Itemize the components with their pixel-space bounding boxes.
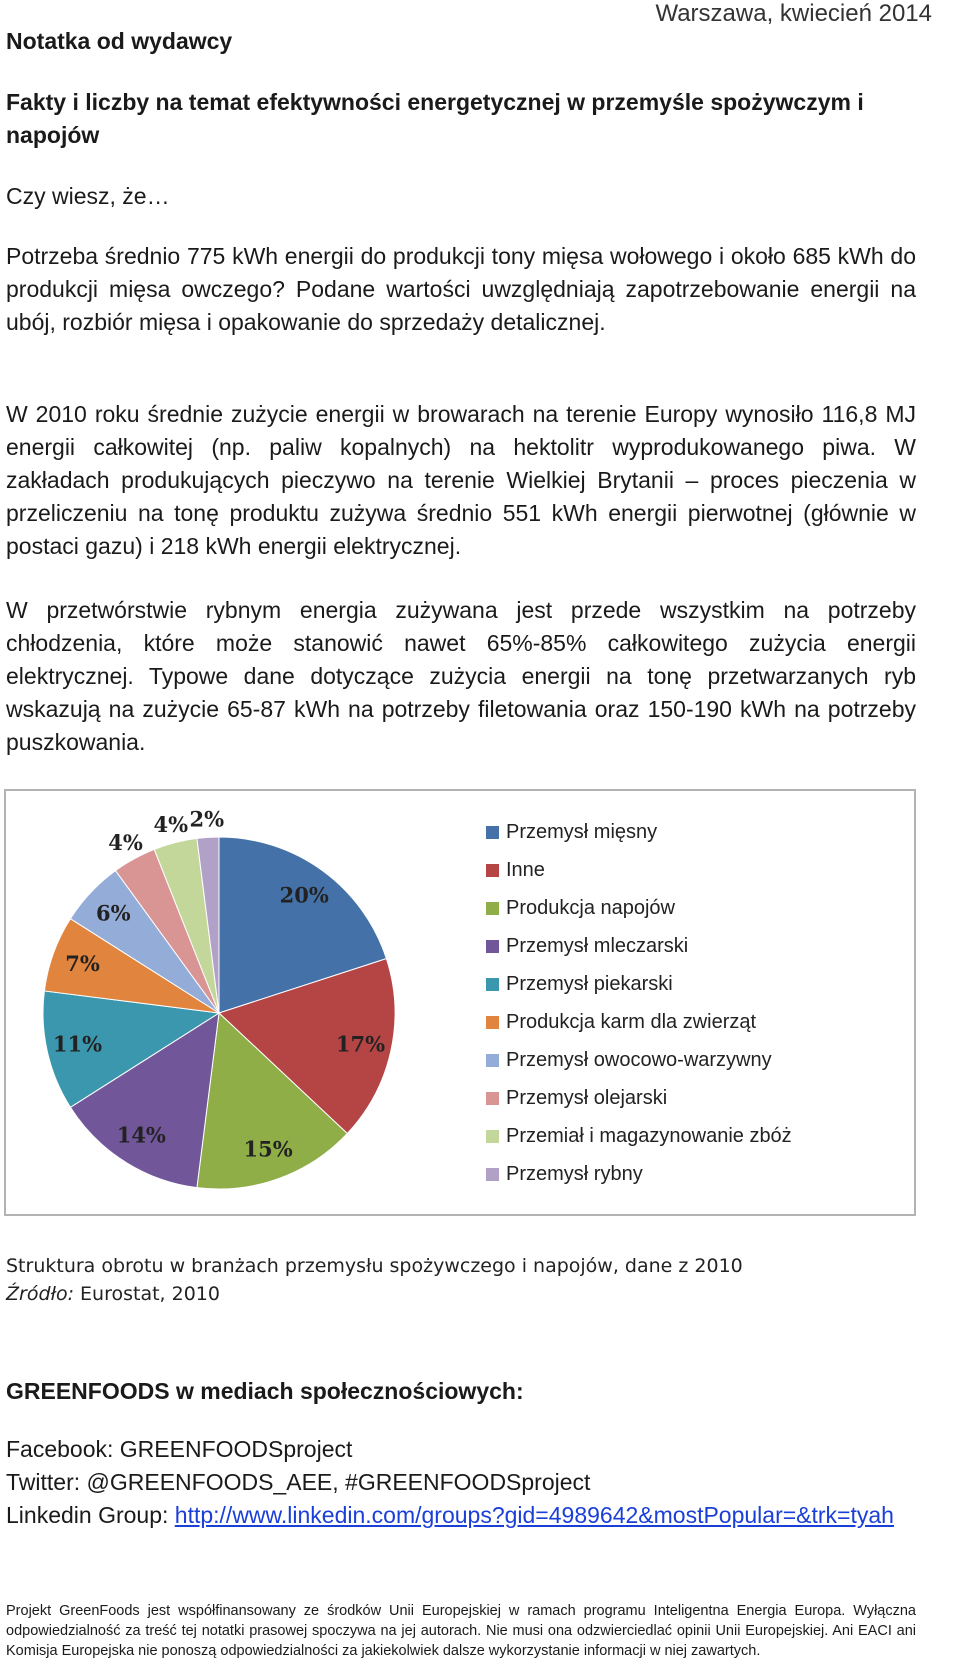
- legend-swatch: [486, 940, 499, 953]
- facebook-line: Facebook: GREENFOODSproject: [6, 1436, 353, 1462]
- legend-swatch: [486, 1168, 499, 1181]
- paragraph-meat-energy: Potrzeba średnio 775 kWh energii do produkcji tony mięsa wołowego i około 685 kWh do produkcji mięsa owczego? Podane wartości uwzględniają zapotrzebowanie energii na ubój, rozbiór mięsa i opakowanie do sprzedaży detalicznej.: [6, 243, 916, 335]
- legend-item: [486, 1117, 792, 1155]
- legend-swatch: [486, 1016, 499, 1029]
- legend-swatch: [486, 826, 499, 839]
- legend-item: [486, 851, 792, 889]
- facts-title: Fakty i liczby na temat efektywności energetycznej w przemyśle spożywczym i napojów: [6, 89, 864, 148]
- paragraph-fish-processing: W przetwórstwie rybnym energia zużywana jest przede wszystkim na potrzeby chłodzenia, które może stanowić nawet 65%-85% całkowitego zużycia energii elektrycznej. Typowe dane dotyczące zużycia energii na tonę przetwarzanych ryb wskazują na zużycie 65-87 kWh na potrzeby filetowania oraz 150-190 kWh na potrzeby puszkowania.: [6, 597, 916, 755]
- slice-data-label: 14%: [116, 1122, 166, 1148]
- legend-swatch: [486, 978, 499, 991]
- legend-label: Przemysł rybny: [506, 1162, 643, 1185]
- linkedin-link[interactable]: http://www.linkedin.com/groups?gid=4989642&mostPopular=&trk=tyah: [174, 1502, 894, 1528]
- legend-label: Przemysł owocowo-warzywny: [506, 1048, 772, 1071]
- legend-label: Przemysł olejarski: [506, 1086, 668, 1109]
- chart-caption: Struktura obrotu w branżach przemysłu spożywczego i napojów, dane z 2010: [6, 1255, 743, 1277]
- footer-disclaimer: Projekt GreenFoods jest współfinansowany ze środków Unii Europejskiej w ramach programu Inteligentna Energia Europa. Wyłączna odpowiedzialność za treść tej notatki prasowej spoczywa na jej autorach. Nie musi ona odzwierciedlać opinii Unii Europejskiej. Ani EACI ani Komisja Europejska nie ponoszą odpowiedzialności za jakiekolwiek dalsze wykorzystanie informacji w niej zawartych.: [6, 1603, 916, 1659]
- linkedin-label: Linkedin Group:: [6, 1502, 175, 1528]
- legend-swatch: [486, 1092, 499, 1105]
- slice-data-label: 4%: [108, 829, 143, 855]
- legend-item: [486, 1155, 792, 1193]
- legend-label: Przemiał i magazynowanie zbóż: [506, 1124, 792, 1147]
- legend-item: [486, 1079, 792, 1117]
- legend-label: Inne: [506, 858, 545, 881]
- legend-item: [486, 813, 792, 851]
- slice-data-label: 11%: [52, 1031, 103, 1057]
- slice-data-label: 17%: [335, 1031, 386, 1057]
- legend-label: Przemysł mleczarski: [506, 934, 689, 957]
- legend-swatch: [486, 1054, 499, 1067]
- legend-swatch: [486, 864, 499, 877]
- legend-item: [486, 927, 792, 965]
- twitter-line: Twitter: @GREENFOODS_AEE, #GREENFOODSproject: [6, 1469, 591, 1495]
- date-place: Warszawa, kwiecień 2014: [655, 0, 932, 27]
- note-title: Notatka od wydawcy: [6, 28, 233, 54]
- legend-label: Przemysł mięsny: [506, 820, 658, 843]
- legend-swatch: [486, 902, 499, 915]
- slice-data-label: 20%: [279, 882, 329, 908]
- legend-item: [486, 1041, 792, 1079]
- social-title: GREENFOODS w mediach społecznościowych:: [6, 1378, 524, 1404]
- legend-swatch: [486, 1130, 499, 1143]
- slice-data-label: 6%: [96, 900, 131, 926]
- legend-item: [486, 1003, 792, 1041]
- legend-label: Przemysł piekarski: [506, 972, 673, 995]
- legend-item: [486, 889, 792, 927]
- slice-data-label: 7%: [65, 950, 100, 976]
- source-label: Źródło:: [6, 1283, 74, 1305]
- paragraph-brewery-bakery: W 2010 roku średnie zużycie energii w browarach na terenie Europy wynosiło 116,8 MJ energii całkowitej (np. paliw kopalnych) na hektolitr wyprodukowanego piwa. W zakładach produkujących pieczywo na terenie Wielkiej Brytanii – proces pieczenia w przeliczeniu na tonę produktu zużywa średnio 551 kWh energii pierwotnej (głównie w postaci gazu) i 218 kWh energii elektrycznej.: [6, 401, 916, 559]
- slice-data-label: 4%: [153, 812, 189, 838]
- question-intro: Czy wiesz, że…: [6, 183, 170, 209]
- source-value: Eurostat, 2010: [74, 1283, 220, 1305]
- pie-chart: [6, 791, 466, 1211]
- pie-chart-box: [4, 789, 916, 1216]
- legend-label: Produkcja napojów: [506, 896, 675, 919]
- chart-source: [6, 1283, 220, 1305]
- linkedin-line: [6, 1502, 894, 1529]
- legend-item: [486, 965, 792, 1003]
- slice-data-label: 15%: [243, 1136, 293, 1162]
- chart-legend: [486, 813, 792, 1193]
- legend-label: Produkcja karm dla zwierząt: [506, 1010, 757, 1033]
- slice-data-label: 2%: [189, 806, 225, 832]
